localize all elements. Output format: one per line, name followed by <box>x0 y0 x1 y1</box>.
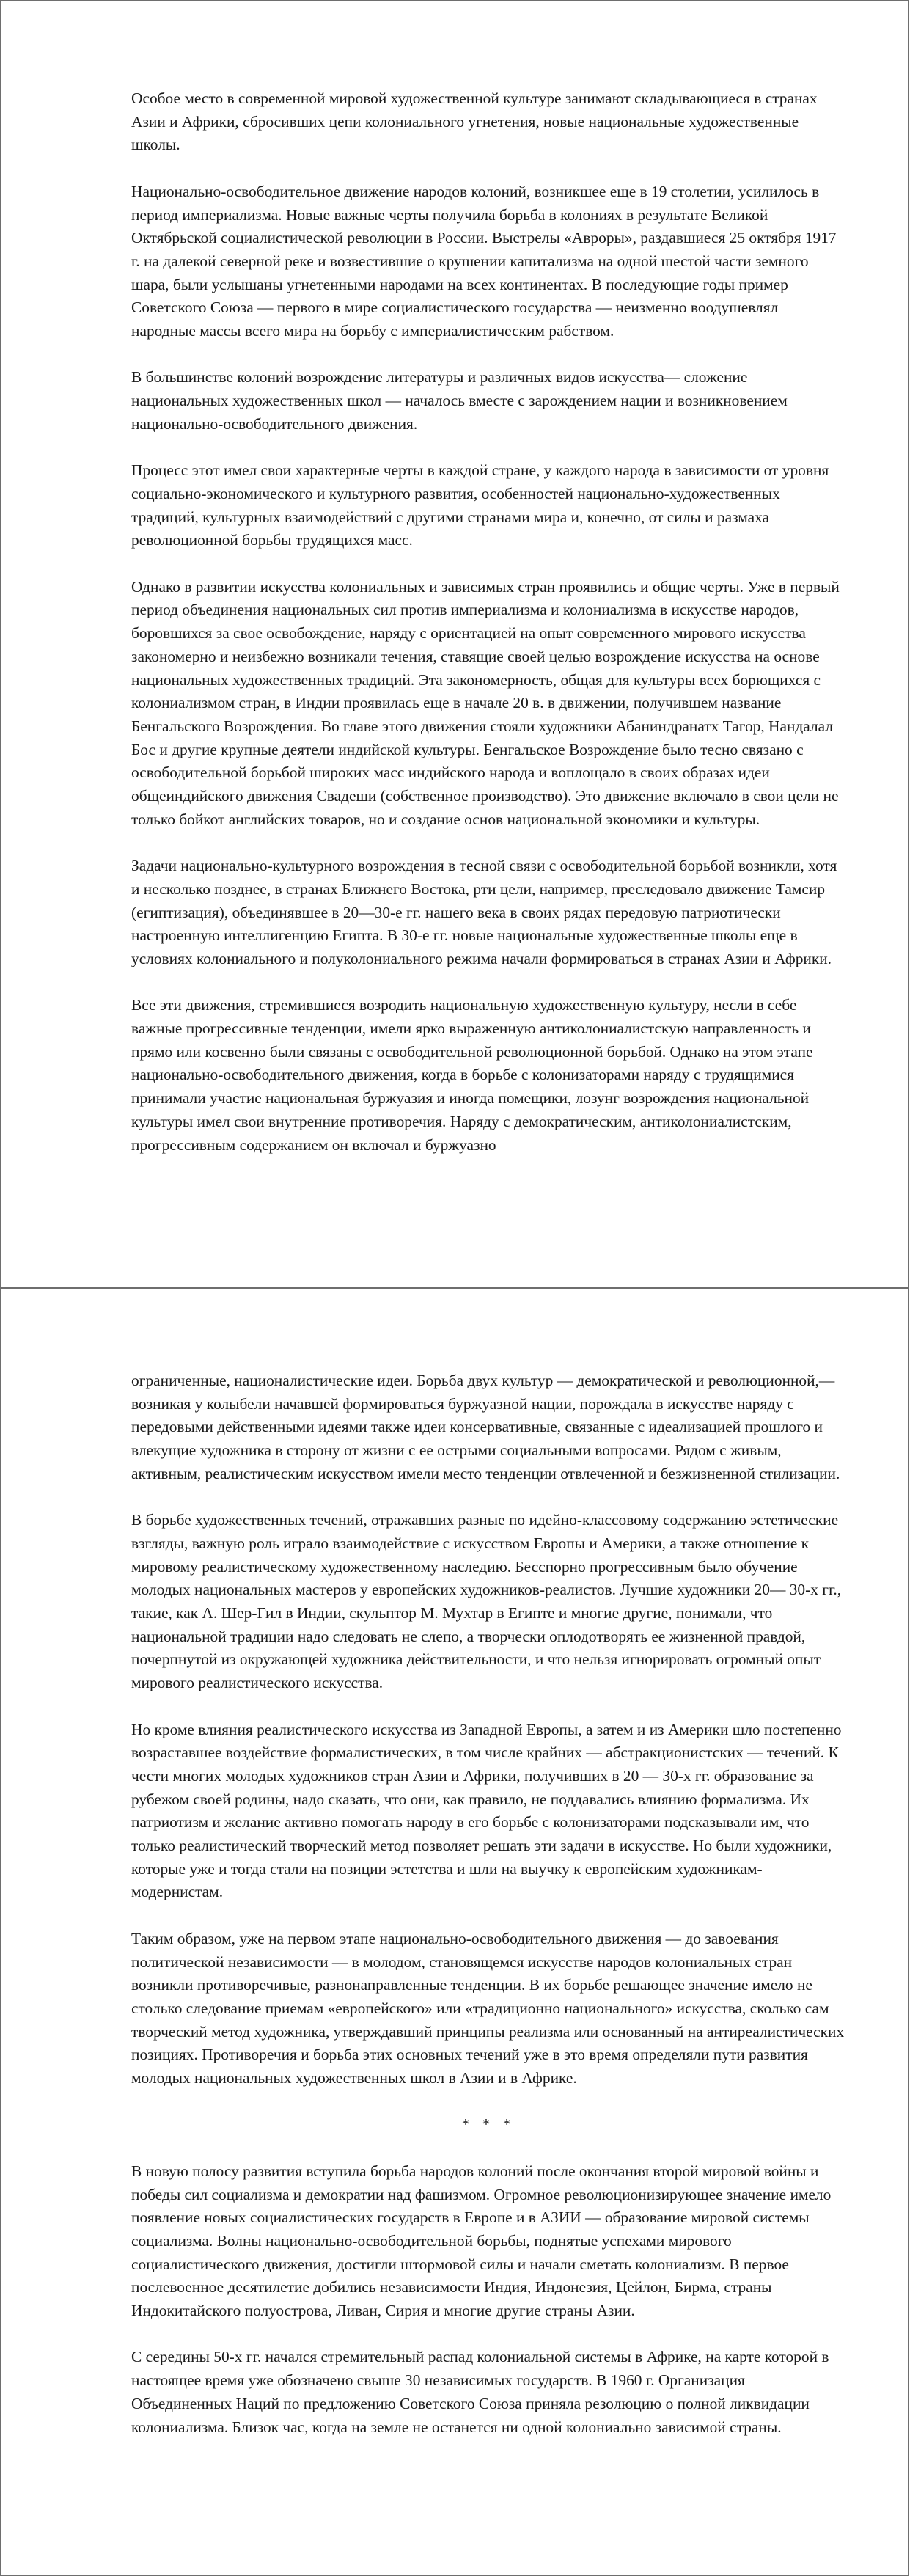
paragraph: Задачи национально-культурного возрождения в тесной связи с освободительной борьбой возникли, хотя и несколько позднее, в странах Ближнего Востока, рти цели, например, преследовало движение Тамсир (египтизация), объединявшее в 20—30-е гг. нашего века в своих рядах передовую патриотически настроенную интеллигенцию Египта. В 30-е гг. новые национальные художественные школы еще в условиях колониального и полуколониального режима начали формироваться в странах Азии и Африки. <box>131 857 837 967</box>
document-page-2 <box>0 1288 909 2576</box>
paragraph: В борьбе художественных течений, отражавших разные по идейно-классовому содержанию эстетические взгляды, важную роль играло взаимодействие с искусством Европы и Америки, а также отношение к мировому реалистическому художественному наследию. Бесспорно прогрессивным было обучение молодых национальных мастеров у европейских художников-реалистов. Лучшие художники 20— 30-х гг., такие, как А. Шер-Гил в Индии, скульптор М. Мухтар в Египте и многие другие, понимали, что национальной традиции надо следовать не слепо, а творчески оплодотворять ее жизненной правдой, почерпнутой из окружающей художника действительности, и что нельзя игнорировать огромный опыт мирового реалистического искусства. <box>131 1511 842 1692</box>
page-2-text <box>131 1369 845 2462</box>
paragraph: В новую полосу развития вступила борьба народов колоний после окончания второй мировой войны и победы сил социализма и демократии над фашизмом. Огромное революционизирующее значение имело появление новых социалистических государств в Европе и в АЗИИ — образование мировой системы социализма. Волны национально-освободительной борьбы, поднятые успехами мирового социалистического движения, достигли штормовой силы и начали сметать колониализм. В первое послевоенное десятилетие добились независимости Индия, Индонезия, Цейлон, Бирма, страны Индокитайского полуострова, Ливан, Сирия и многие другие страны Азии. <box>131 2162 832 2320</box>
paragraph: ограниченные, националистические идеи. Борьба двух культур — демократической и революционной,— возникая у колыбели начавшей формироваться буржуазной нации, порождала в искусстве наряду с передовыми действенными идеями также идеи консервативные, связанные с идеализацией прошлого и влекущие художника в сторону от жизни с ее острыми социальными вопросами. Рядом с живым, активным, реалистическим искусством имели место тенденции отвлеченной и безжизненной стилизации. <box>131 1372 840 1482</box>
paragraph: В большинстве колоний возрождение литературы и различных видов искусства— сложение национальных художественных школ — началось вместе с зарождением нации и возникновением национально-освободительного движения. <box>131 368 788 433</box>
paragraph: Процесс этот имел свои характерные черты в каждой стране, у каждого народа в зависимости от уровня социально-экономического и культурного развития, особенностей национально-художественных традиций, культурных взаимодействий с другими странами мира и, конечно, от силы и размаха революционной борьбы трудящихся масс. <box>131 461 829 549</box>
paragraph: Национально-освободительное движение народов колоний, возникшее еще в 19 столетии, усилилось в период империализма. Новые важные черты получила борьба в колониях в результате Великой Октябрьской социалистической революции в России. Выстрелы «Авроры», раздавшиеся 25 октября 1917 г. на далекой северной реке и возвестившие о крушении капитализма на одной шестой части земного шара, были услышаны угнетенными народами на всех континентах. В последующие годы пример Советского Союза — первого в мире социалистического государства — неизменно воодушевлял народные массы всего мира на борьбу с империалистическим рабством. <box>131 182 837 340</box>
paragraph: Особое место в современной мировой художественной культуре занимают складывающиеся в странах Азии и Африки, сбросивших цепи колониального угнетения, новые национальные художественные школы. <box>131 89 818 154</box>
paragraph: Все эти движения, стремившиеся возродить национальную художественную культуру, несли в себе важные прогрессивные тенденции, имели ярко выраженную антиколониалистскую направленность и прямо или косвенно были связаны с освободительной революционной борьбой. Однако на этом этапе национально-освободительного движения, когда в борьбе с колонизаторами наряду с трудящимися принимали участие национальная буржуазия и иногда помещики, лозунг возрождения национальной культуры имел свои внутренние противоречия. Наряду с демократическим, антиколониалистским, прогрессивным содержанием он включал и буржуазно <box>131 996 813 1154</box>
page-1-text <box>131 87 845 1180</box>
paragraph: С середины 50-х гг. начался стремительный распад колониальной системы в Африке, на карте которой в настоящее время уже обозначено свыше 30 независимых государств. В 1960 г. Организация Объединенных Наций по предложению Советского Союза приняла резолюцию о полной ликвидации колониализма. Близок час, когда на земле не останется ни одной колониально зависимой страны. <box>131 2348 829 2436</box>
section-separator: * * * <box>461 2115 515 2134</box>
document-page-1 <box>0 0 909 1288</box>
paragraph: Однако в развитии искусства колониальных и зависимых стран проявились и общие черты. Уже в первый период объединения национальных сил против империализма и колониализма в искусстве народов, боровшихся за свое освобождение, наряду с ориентацией на опыт современного мирового искусства закономерно и неизбежно возникали течения, ставящие своей целью возрождение искусства на основе национальных художественных традиций. Эта закономерность, общая для культуры всех борющихся с колониализмом стран, в Индии проявилась еще в начале 20 в. в движении, получившем название Бенгальского Возрождения. Во главе этого движения стояли художники Абаниндранатх Тагор, Нандалал Бос и другие крупные деятели индийской культуры. Бенгальское Возрождение было тесно связано с освободительной борьбой широких масс индийского народа и воплощало в своих образах идеи общеиндийского движения Свадеши (собственное производство). Это движение включало в свои цели не только бойкот английских товаров, но и создание основ национальной экономики и культуры. <box>131 577 840 828</box>
paragraph: Но кроме влияния реалистического искусства из Западной Европы, а затем и из Америки шло постепенно возраставшее воздействие формалистических, в том числе крайних — абстракционистских — течений. К чести многих молодых художников стран Азии и Африки, получивших в 20 — 30-х гг. образование за рубежом своей родины, надо сказать, что они, как правило, не поддавались влиянию формализма. Их патриотизм и желание активно помогать народу в его борьбе с колонизаторами подсказывали им, что только реалистический творческий метод позволяет решать эти задачи в искусстве. Но были художники, которые уже и тогда стали на позиции эстетства и шли на выучку к европейским художникам-модернистам. <box>131 1720 842 1901</box>
paragraph: Таким образом, уже на первом этапе национально-освободительного движения — до завоевания политической независимости — в молодом, становящемся искусстве народов колониальных стран возникли противоречивые, разнонаправленные тенденции. В их борьбе решающее значение имело не столько следование приемам «европейского» или «традиционно национального» искусства, сколько сам творческий метод художника, утверждавший принципы реализма или основанный на антиреалистических позициях. Противоречия и борьба этих основных течений уже в это время определяли пути развития молодых национальных художественных школ в Азии и в Африке. <box>131 1929 845 2087</box>
